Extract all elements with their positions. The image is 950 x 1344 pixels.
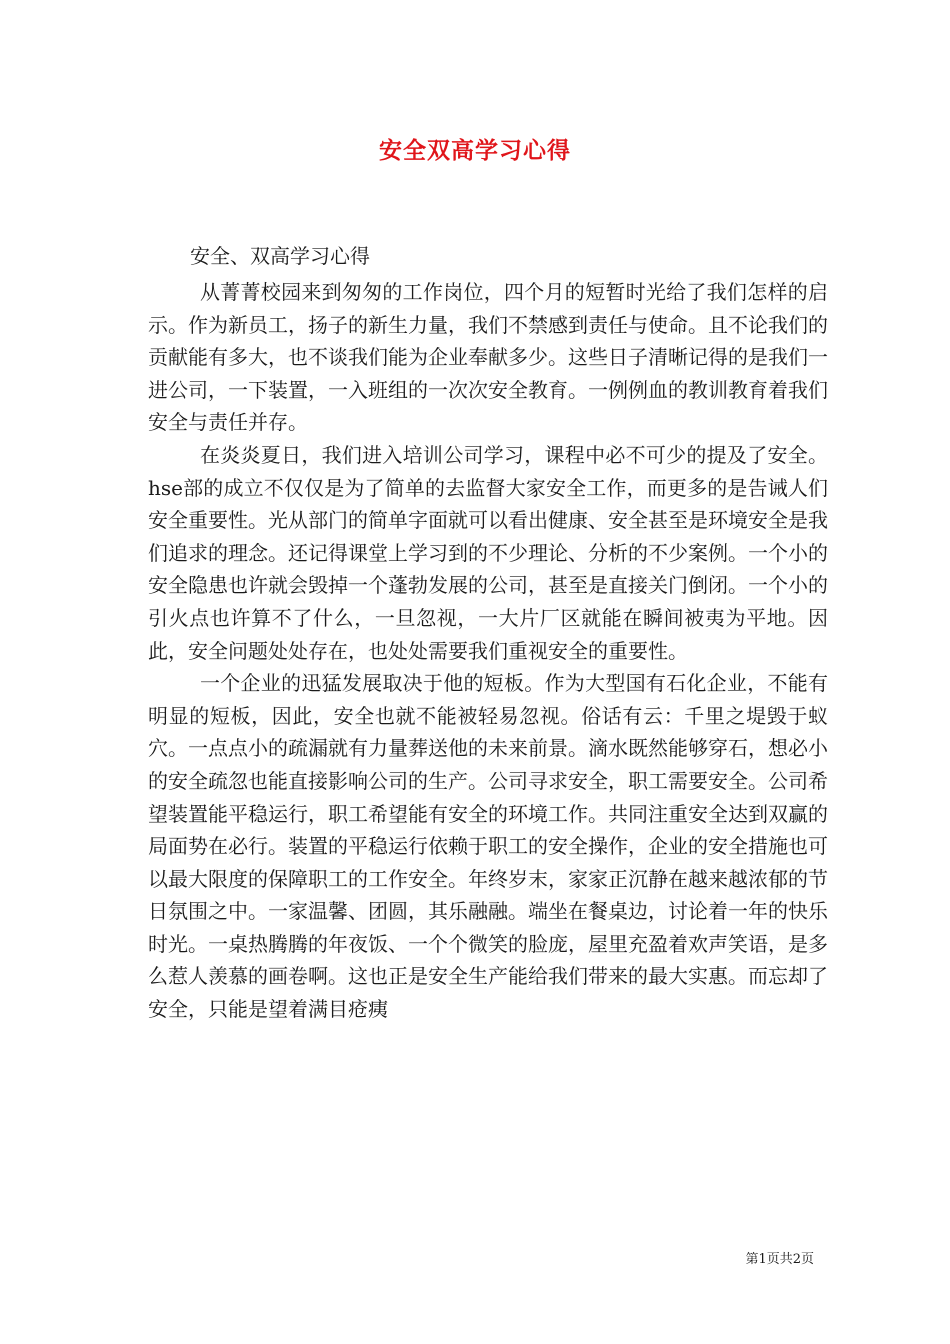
- paragraph-3: 一个企业的迅猛发展取决于他的短板。作为大型国有石化企业，不能有明显的短板，因此，安全也就不能被轻易忽视。俗话有云：千里之堤毁于蚁穴。一点点小的疏漏就有力量葬送他的未来前景。滴水既然能够穿石，想必小的安全疏忽也能直接影响公司的生产。公司寻求安全，职工需要安全。公司希望装置能平稳运行，职工希望能有安全的环境工作。共同注重安全达到双赢的局面势在必行。装置的平稳运行依赖于职工的安全操作，企业的安全措施也可以最大限度的保障职工的工作安全。年终岁末，家家正沉静在越来越浓郁的节日氛围之中。一家温馨、团圆，其乐融融。端坐在餐桌边，讨论着一年的快乐时光。一桌热腾腾的年夜饭、一个个微笑的脸庞，屋里充盈着欢声笑语，是多么惹人羡慕的画卷啊。这也正是安全生产能给我们带来的最大实惠。而忘却了安全，只能是望着满目疮痍: [148, 671, 828, 1022]
- document-title: 安全双高学习心得: [379, 137, 571, 164]
- paragraph-1: 从菁菁校园来到匆匆的工作岗位，四个月的短暂时光给了我们怎样的启示。作为新员工，扬子的新生力量，我们不禁感到责任与使命。且不论我们的贡献能有多大，也不谈我们能为企业奉献多少。这些日子清晰记得的是我们一进公司，一下装置，一入班组的一次次安全教育。一例例血的教训教育着我们安全与责任并存。: [148, 280, 828, 435]
- page-indicator: 第1页共2页: [745, 1252, 814, 1267]
- document-subtitle: 安全、双高学习心得: [190, 244, 370, 268]
- document-body: [148, 276, 828, 1026]
- paragraph-2: 在炎炎夏日，我们进入培训公司学习，课程中必不可少的提及了安全。hse部的成立不仅仅是为了简单的去监督大家安全工作，而更多的是告诫人们安全重要性。光从部门的简单字面就可以看出健康、安全甚至是环境安全是我们追求的理念。还记得课堂上学习到的不少理论、分析的不少案例。一个小的安全隐患也许就会毁掉一个蓬勃发展的公司，甚至是直接关门倒闭。一个小的引火点也许算不了什么，一旦忽视，一大片厂区就能在瞬间被夷为平地。因此，安全问题处处存在，也处处需要我们重视安全的重要性。: [148, 442, 828, 663]
